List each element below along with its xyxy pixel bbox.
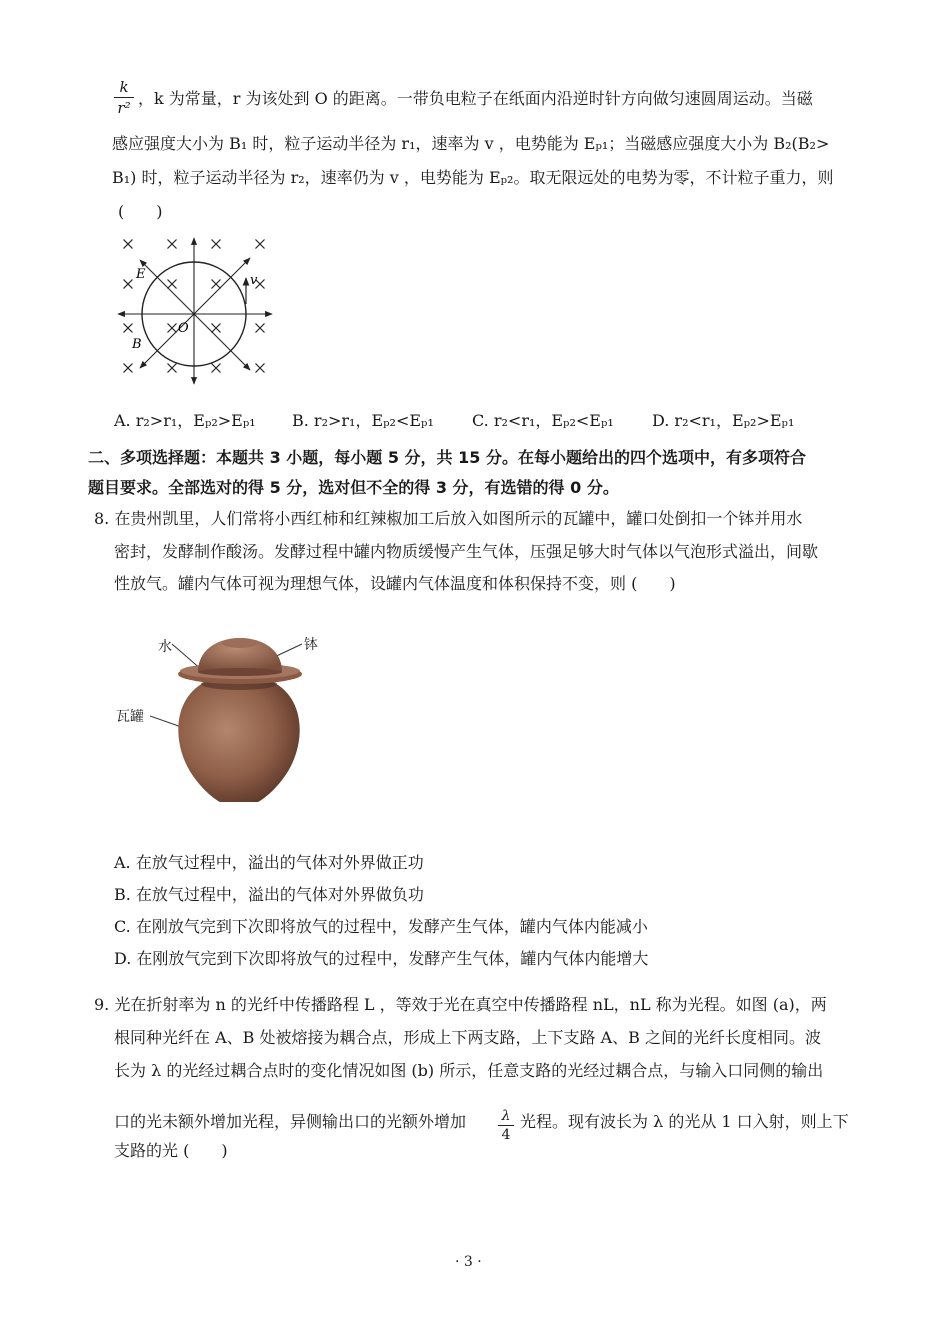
- field-cross: [124, 364, 133, 373]
- fraction-bar: [114, 97, 134, 98]
- field-cross: [168, 280, 177, 289]
- q7-answer-bracket: ( ): [118, 202, 163, 221]
- field-cross: [256, 324, 265, 333]
- field-cross: [212, 324, 221, 333]
- page-number: · 3 ·: [455, 1254, 482, 1270]
- q9-line-2: 根同种光纤在 A、B 处被熔接为耦合点，形成上下两支路，上下支路 A、B 之间的光纤长度相同。波: [114, 1028, 821, 1047]
- q7-line-2: 感应强度大小为 B₁ 时，粒子运动半径为 r₁，速率为 v ，电势能为 Eₚ₁；当磁感应强度大小为 B₂(B₂>: [112, 134, 830, 153]
- section-2-header-line-1: 二、多项选择题：本题共 3 小题，每小题 5 分，共 15 分。在每小题给出的四个选项中，有多项符合: [88, 448, 806, 467]
- fraction-denominator: 4: [501, 1127, 511, 1143]
- electric-field-lines: [118, 238, 272, 384]
- q8-option-c[interactable]: C. 在刚放气完到下次即将放气的过程中，发酵产生气体，罐内气体内能减小: [114, 917, 648, 936]
- q7-option-c[interactable]: C. r₂<r₁，Eₚ₂<Eₚ₁: [472, 411, 614, 430]
- q9-line-3: 长为 λ 的光经过耦合点时的变化情况如图 (b) 所示，任意支路的光经过耦合点，与输入口同侧的输出: [114, 1061, 824, 1080]
- field-cross: [168, 364, 177, 373]
- label-jar: 瓦罐: [116, 709, 144, 725]
- field-cross: [124, 240, 133, 249]
- q8-option-a[interactable]: A. 在放气过程中，溢出的气体对外界做正功: [114, 853, 424, 872]
- q8-option-b[interactable]: B. 在放气过程中，溢出的气体对外界做负功: [114, 885, 424, 904]
- field-cross: [124, 280, 133, 289]
- field-cross: [256, 240, 265, 249]
- q7-line-3: B₁) 时，粒子运动半径为 r₂，速率仍为 v ，电势能为 Eₚ₂。取无限远处的电势为零，不计粒子重力，则: [112, 168, 834, 187]
- q8-line-2: 密封，发酵制作酸汤。发酵过程中罐内物质缓慢产生气体，压强足够大时气体以气泡形式溢出，间歇: [114, 542, 819, 561]
- fraction-numerator: k: [119, 78, 129, 96]
- label-water: 水: [158, 639, 172, 655]
- q9-line-1: 9. 光在折射率为 n 的光纤中传播路程 L ，等效于光在真空中传播路程 nL，nL 称为光程。如图 (a)，两: [94, 995, 827, 1014]
- clay-jar-illustration: [150, 630, 320, 805]
- label-bowl: 钵: [304, 637, 318, 653]
- field-cross: [168, 324, 177, 333]
- q7-line-1: ，k 为常量，r 为该处到 O 的距离。一带负电粒子在纸面内沿逆时针方向做匀速圆周运动。当磁: [138, 89, 813, 108]
- q8-option-d[interactable]: D. 在刚放气完到下次即将放气的过程中，发酵产生气体，罐内气体内能增大: [114, 949, 649, 968]
- label-E: E: [136, 267, 146, 282]
- field-cross: [212, 240, 221, 249]
- q9-line-4-part-2: 光程。现有波长为 λ 的光从 1 口入射，则上下: [520, 1112, 849, 1131]
- label-v: v: [250, 273, 258, 288]
- q7-option-d[interactable]: D. r₂<r₁，Eₚ₂>Eₚ₁: [652, 411, 795, 430]
- fraction-bar: [498, 1125, 514, 1126]
- field-cross: [212, 280, 221, 289]
- section-2-header-line-2: 题目要求。全部选对的得 5 分，选对但不全的得 3 分，有选错的得 0 分。: [88, 478, 619, 497]
- q8-line-3: 性放气。罐内气体可视为理想气体，设罐内气体温度和体积保持不变，则 ( ): [114, 574, 676, 593]
- field-cross: [124, 324, 133, 333]
- q7-option-a[interactable]: A. r₂>r₁，Eₚ₂>Eₚ₁: [114, 411, 256, 430]
- fraction-k-over-r2: [112, 78, 136, 117]
- label-B: B: [132, 337, 142, 352]
- field-cross: [212, 364, 221, 373]
- q7-option-b[interactable]: B. r₂>r₁，Eₚ₂<Eₚ₁: [292, 411, 434, 430]
- fraction-numerator: λ: [501, 1108, 511, 1124]
- q9-line-5: 支路的光 ( ): [114, 1141, 228, 1160]
- q9-line-4-part-1: 口的光未额外增加光程，异侧输出口的光额外增加: [114, 1112, 467, 1131]
- fraction-lambda-over-4: [497, 1108, 515, 1143]
- label-O: O: [178, 321, 189, 336]
- q7-field-diagram: [110, 232, 280, 392]
- q8-line-1: 8. 在贵州凯里，人们常将小西红柿和红辣椒加工后放入如图所示的瓦罐中，罐口处倒扣一个钵并用水: [94, 509, 803, 528]
- field-cross: [256, 364, 265, 373]
- fraction-denominator: r²: [117, 99, 131, 117]
- field-cross: [168, 240, 177, 249]
